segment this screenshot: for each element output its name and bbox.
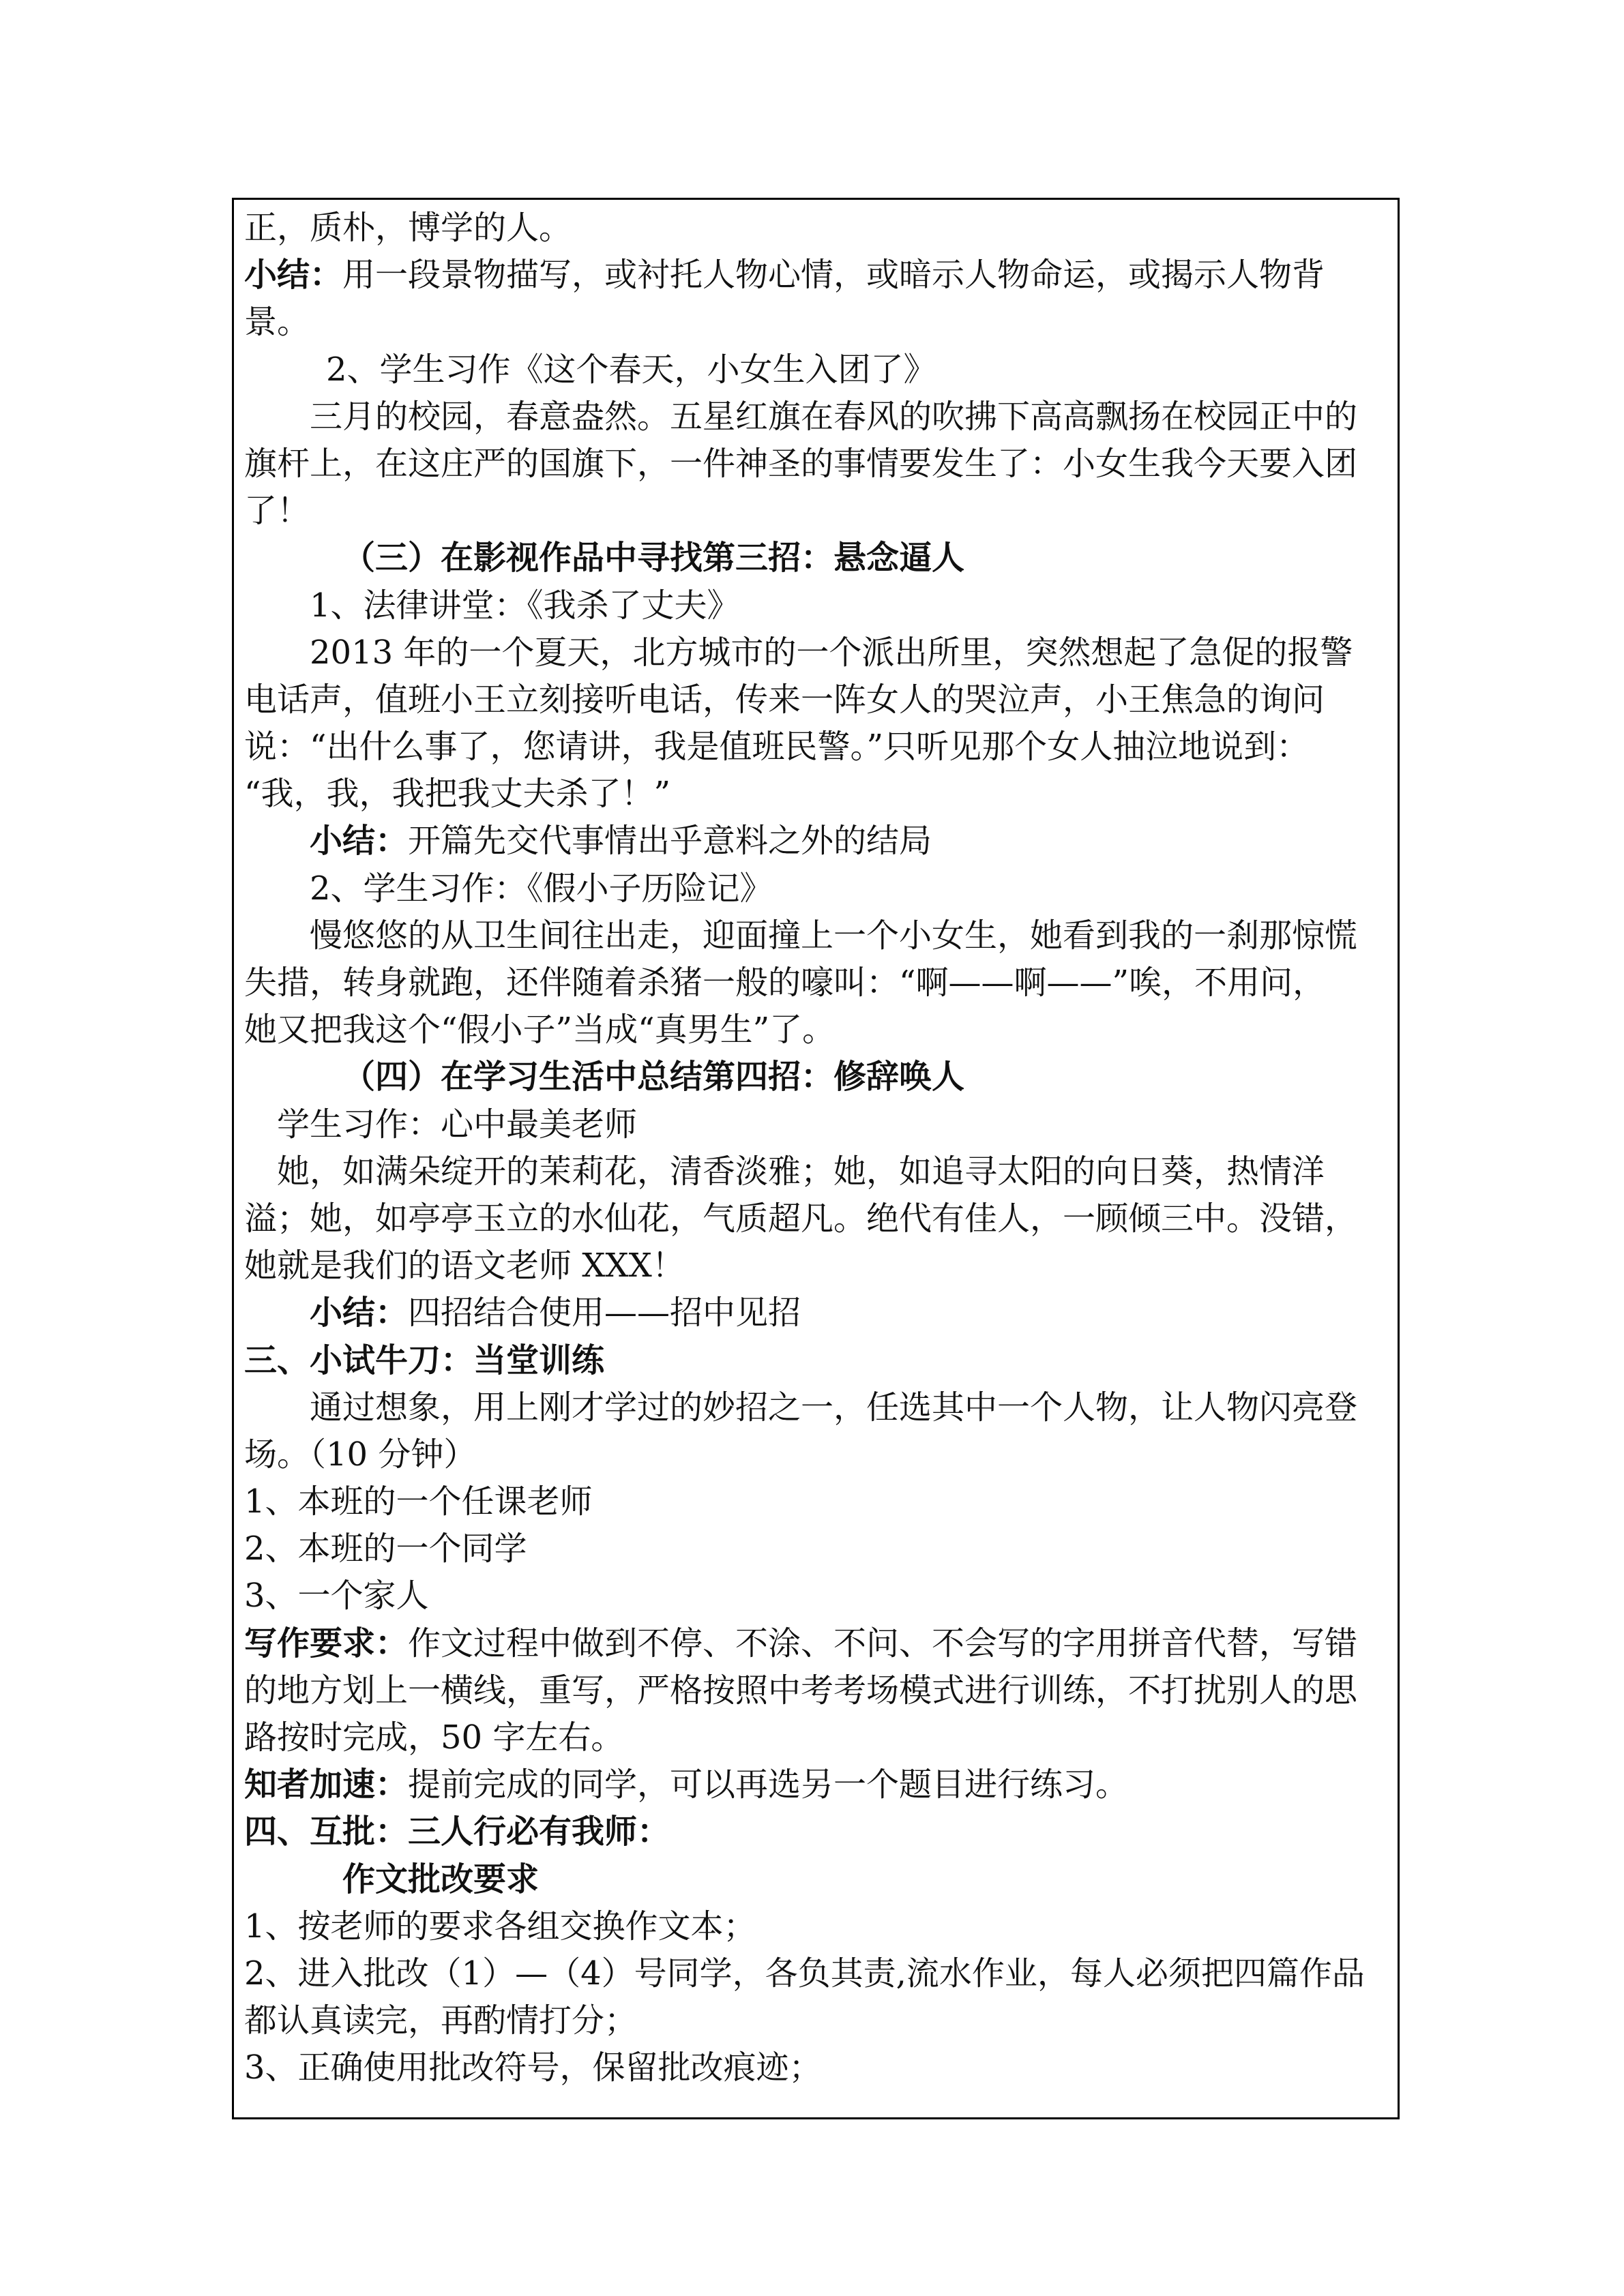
text-line: 三月的校园，春意盎然。五星红旗在春风的吹拂下高高飘扬在校园正中的: [310, 397, 1358, 436]
summary-label: 小结：: [244, 256, 343, 295]
text-line: 2、学生习作：《假小子历险记》: [310, 869, 773, 908]
text-line: 旗杆上，在这庄严的国旗下，一件神圣的事情要发生了：小女生我今天要入团: [244, 444, 1358, 483]
text-line: 她就是我们的语文老师 XXX！: [244, 1247, 685, 1285]
summary-label: 小结：: [310, 1294, 409, 1332]
text-line: 她，如满朵绽开的茉莉花，清香淡雅；她，如追寻太阳的向日葵，热情洋: [277, 1152, 1325, 1191]
text-line: 通过想象，用上刚才学过的妙招之一，任选其中一个人物，让人物闪亮登: [310, 1388, 1358, 1427]
list-item: 1、本班的一个任课老师: [244, 1482, 593, 1521]
document-body: [244, 205, 1390, 2092]
requirement-line: 写作要求：作文过程中做到不停、不涂、不问、不会写的字用拼音代替，写错: [244, 1624, 1358, 1663]
section-heading: 四、互批：三人行必有我师：: [244, 1813, 670, 1851]
text-line: 学生习作：心中最美老师: [277, 1105, 638, 1144]
text-line: 失措，转身就跑，还伴随着杀猪一般的嚎叫：“啊——啊——”唉，不用问，: [244, 964, 1326, 1002]
speed-up-label: 知者加速：: [244, 1765, 409, 1804]
text-line: 的地方划上一横线，重写，严格按照中考考场模式进行训练，不打扰别人的思: [244, 1671, 1358, 1710]
summary-label: 小结：: [310, 822, 409, 861]
list-item: 1、按老师的要求各组交换作文本；: [244, 1907, 756, 1945]
text-line: 她又把我这个“假小子”当成“真男生”了。: [244, 1011, 836, 1049]
text-line: 说：“出什么事了，您请讲，我是值班民警。”只听见那个女人抽泣地说到：: [244, 728, 1310, 766]
text-line: 慢悠悠的从卫生间往出走，迎面撞上一个小女生，她看到我的一刹那惊慌: [310, 916, 1358, 955]
requirement-line: 知者加速：提前完成的同学，可以再选另一个题目进行练习。: [244, 1765, 1129, 1804]
text-line: 2、学生习作《这个春天，小女生入团了》: [326, 350, 936, 389]
requirement-label: 写作要求：: [244, 1624, 409, 1663]
list-item: 3、一个家人: [244, 1577, 429, 1615]
summary-line: 小结：开篇先交代事情出乎意料之外的结局: [310, 822, 932, 861]
section-heading: （四）在学习生活中总结第四招：修辞唤人: [342, 1058, 965, 1097]
text-line: 正，质朴，博学的人。: [244, 209, 572, 247]
section-heading: （三）在影视作品中寻找第三招：悬念逼人: [342, 539, 965, 578]
text-line: 电话声，值班小王立刻接听电话，传来一阵女人的哭泣声，小王焦急的询问: [244, 680, 1325, 719]
list-item: 2、本班的一个同学: [244, 1530, 527, 1568]
text-line: 了！: [244, 492, 310, 531]
list-item: 2、进入批改（1）—（4）号同学，各负其责,流水作业，每人必须把四篇作品: [244, 1954, 1365, 1993]
text-line: 溢；她，如亭亭玉立的水仙花，气质超凡。绝代有佳人，一顾倾三中。没错，: [244, 1199, 1358, 1238]
summary-line: 小结：用一段景物描写，或衬托人物心情，或暗示人物命运，或揭示人物背: [244, 256, 1325, 295]
text-line: 景。: [244, 303, 310, 342]
list-item: 3、正确使用批改符号，保留批改痕迹；: [244, 2048, 822, 2087]
text-line: 2013 年的一个夏天，北方城市的一个派出所里，突然想起了急促的报警: [310, 633, 1353, 672]
section-heading: 三、小试牛刀：当堂训练: [244, 1341, 605, 1380]
text-line: “我，我，我把我丈夫杀了！”: [244, 775, 671, 814]
text-line: 路按时完成，50 字左右。: [244, 1718, 624, 1757]
text-line: 都认真读完，再酌情打分；: [244, 2001, 638, 2040]
subsection-heading: 作文批改要求: [342, 1860, 540, 1898]
text-line: 场。（10 分钟）: [244, 1435, 477, 1474]
summary-line: 小结：四招结合使用——招中见招: [310, 1294, 801, 1332]
text-line: 1、法律讲堂：《我杀了丈夫》: [310, 586, 740, 625]
